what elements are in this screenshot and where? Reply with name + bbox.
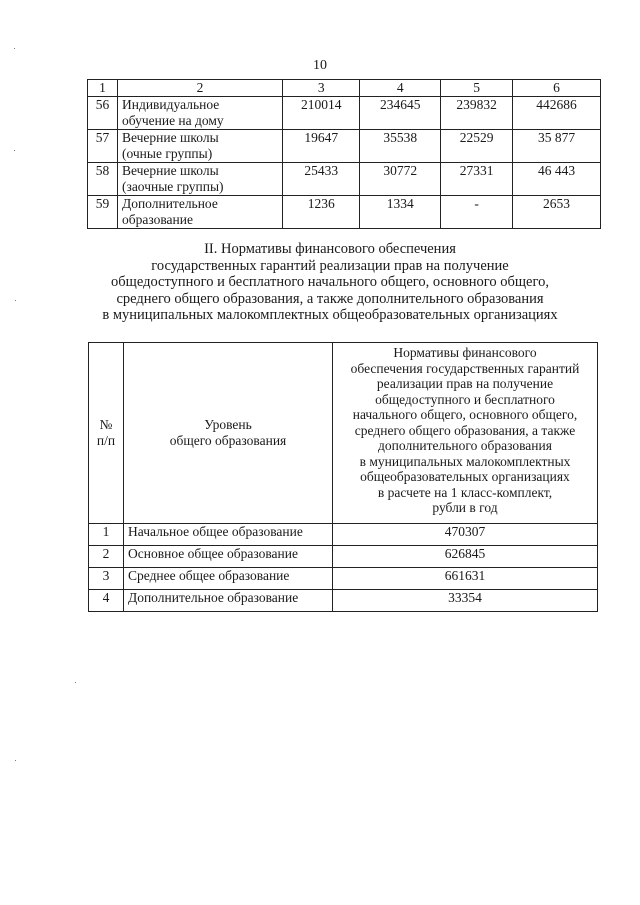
cell-value: 239832 [441, 97, 513, 130]
row-number: 58 [88, 163, 118, 196]
table-row [88, 97, 601, 130]
row-name-line: Индивидуальное [121, 97, 220, 112]
row-number: 3 [89, 568, 124, 590]
row-name [117, 196, 282, 229]
cell-value: 46 443 [513, 163, 601, 196]
row-level: Основное общее образование [124, 546, 333, 568]
scan-speck [15, 300, 16, 301]
header-norm: Нормативы финансового обеспечения государственных гарантий реализации прав на получение общедоступного и бесплатного начального общего, основного общего, среднего общего образования, а также дополнительного образования в муниципальных малокомплектных общеобразовательных организациях в расчете на 1 класс-комплект, рубли в год [333, 343, 598, 524]
table-row [89, 546, 598, 568]
header-level: Уровень общего образования [124, 343, 333, 524]
row-level: Дополнительное образование [124, 590, 333, 612]
cell-value: - [441, 196, 513, 229]
table-row [89, 524, 598, 546]
table-row [89, 590, 598, 612]
column-number: 1 [88, 80, 118, 97]
cell-value: 30772 [360, 163, 441, 196]
row-number: 56 [88, 97, 118, 130]
cell-value: 35538 [360, 130, 441, 163]
page-number: 10 [313, 58, 327, 73]
cell-value: 25433 [283, 163, 360, 196]
cell-value: 442686 [513, 97, 601, 130]
cell-value: 27331 [441, 163, 513, 196]
row-value: 33354 [333, 590, 598, 612]
table-header-row [89, 343, 598, 524]
scan-speck [14, 150, 15, 151]
column-number: 3 [283, 80, 360, 97]
table-row [88, 130, 601, 163]
row-number: 4 [89, 590, 124, 612]
cell-value: 234645 [360, 97, 441, 130]
cell-value: 19647 [283, 130, 360, 163]
continuation-table [87, 79, 601, 229]
row-level: Начальное общее образование [124, 524, 333, 546]
row-name-line: (заочные группы) [121, 179, 224, 194]
table-row [88, 196, 601, 229]
column-number: 2 [117, 80, 282, 97]
row-number: 1 [89, 524, 124, 546]
table-header-row [88, 80, 601, 97]
cell-value: 1334 [360, 196, 441, 229]
row-value: 661631 [333, 568, 598, 590]
row-name-line: Дополнительное [121, 196, 218, 211]
scan-speck [15, 760, 16, 761]
row-value: 626845 [333, 546, 598, 568]
row-value: 470307 [333, 524, 598, 546]
row-level: Среднее общее образование [124, 568, 333, 590]
row-number: 2 [89, 546, 124, 568]
row-name [117, 130, 282, 163]
column-number: 4 [360, 80, 441, 97]
header-number: № п/п [89, 343, 124, 524]
column-number: 6 [513, 80, 601, 97]
cell-value: 1236 [283, 196, 360, 229]
row-number: 57 [88, 130, 118, 163]
section-title: II. Нормативы финансового обеспечения государственных гарантий реализации прав на получение общедоступного и бесплатного начального общего, основного общего, среднего общего образования, а также дополнительного образования в муниципальных малокомплектных общеобразовательных организациях [102, 241, 558, 323]
row-name-line: (очные группы) [121, 146, 213, 161]
norms-table [88, 342, 598, 612]
row-name-line: образование [121, 212, 193, 227]
row-name-line: Вечерние школы [121, 163, 219, 178]
scan-speck [14, 48, 15, 49]
scan-speck [75, 682, 76, 683]
row-name [117, 163, 282, 196]
cell-value: 35 877 [513, 130, 601, 163]
cell-value: 210014 [283, 97, 360, 130]
row-name-line: Вечерние школы [121, 130, 219, 145]
table-row [88, 163, 601, 196]
table-row [89, 568, 598, 590]
cell-value: 22529 [441, 130, 513, 163]
row-name-line: обучение на дому [121, 113, 224, 128]
cell-value: 2653 [513, 196, 601, 229]
column-number: 5 [441, 80, 513, 97]
row-name [117, 97, 282, 130]
row-number: 59 [88, 196, 118, 229]
